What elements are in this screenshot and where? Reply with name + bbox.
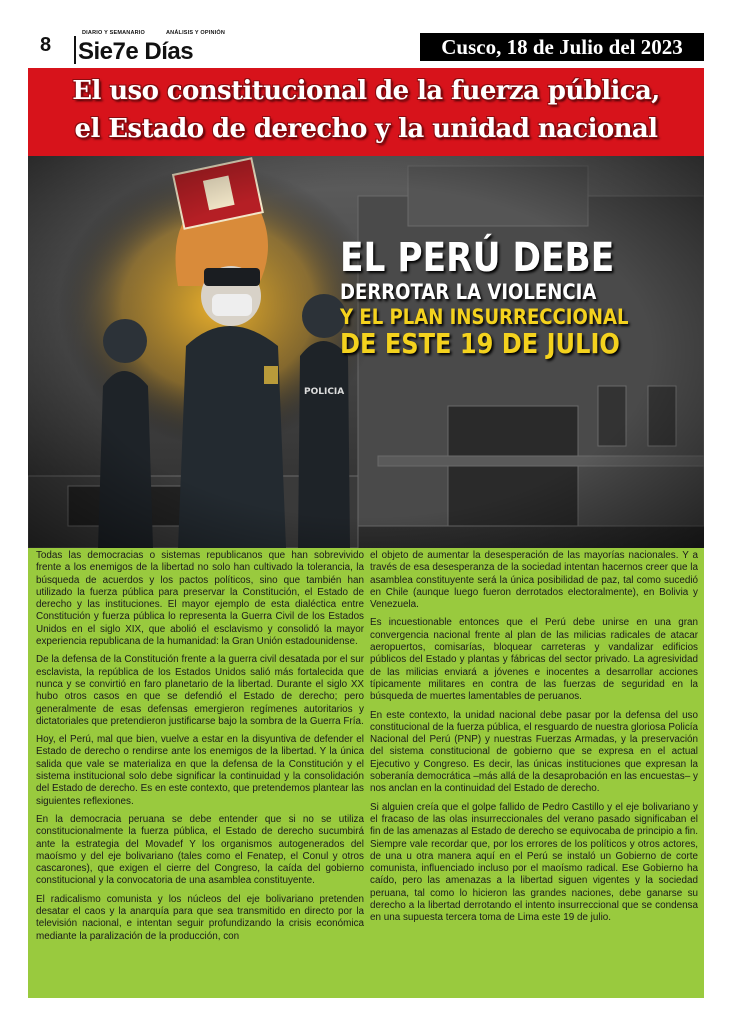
logo-tagline-left: DIARIO Y SEMANARIO [82,30,145,36]
photo-headline-line-1: EL PERÚ DEBE [340,235,615,281]
lead-photo [28,156,704,548]
page-number: 8 [40,34,52,56]
paragraph: De la defensa de la Constitución frente a la guerra civil desatada por el sur esclavista, la república de los Estados Unidos salió más fortalecida que nunca y se convirtió en faro planetario de la libertad. Durante el siglo XX hubo otros casos en que se defendió el Estado de derecho; pero generalmente de esas defensas emergieron regímenes autoritarios y dictatoriales que pretendieron justificarse bajo la sombra de la Guerra Fría. [36,654,364,727]
paragraph: Es incuestionable entonces que el Perú debe unirse en una gran convergencia nacional frente al plan de las milicias radicales de atacar aeropuertos, comisarías, bloquear carreteras y vandalizar edificios públicos del Estado y plantas y fábricas del sector privado. La agresividad de las milicias enviará a jóvenes e inocentes a desarrollar acciones típicamente militares en contra de las fuerzas de seguridad en la búsqueda de muertes lamentables de peruanos. [370,617,698,703]
photo-headline-line-4: DE ESTE 19 DE JULIO [340,327,620,360]
article-title-band [28,68,704,156]
paragraph: Si alguien creía que el golpe fallido de Pedro Castillo y el eje bolivariano y el fracaso de las olas insurreccionales del verano pasado significaban el fin de las amenazas al Estado de derecho se equivocaba de principio a fin. Siempre vale recordar que, por los errores de los políticos y otros actores, de una u otra manera aquí en el Perú se instaló un Gobierno de corte comunista, influenciado incluso por el maoísmo radical. Ese Gobierno ha caído, pero las amenazas a la libertad siguen vigentes y la sociedad peruana, tal como lo hicieron las grandes naciones, debe ganarse su derecho a la libertad derrotando el intento insurreccional que se condensa en una supuesta tercera toma de Lima este 19 de julio. [370,801,698,924]
logo-divider [74,36,76,64]
logo-wordmark: Sie7e Días [78,38,194,65]
photo-headline-line-3: Y EL PLAN INSURRECCIONAL [340,305,629,329]
paragraph: En la democracia peruana se debe entender que si no se utiliza constitucionalmente la fuerza pública, el Estado de derecho sucumbirá ante la estrategia del Movadef Y los organismos autogenerados del maoísmo y del eje bolivariano (tales como el Fenatep, el Conul y otros cascarones), que exigen el cierre del Congreso, la caída del gobierno constitucional y la convocatoria de una asamblea constituyente. [36,813,364,887]
dateline: Cusco, 18 de Julio del 2023 [420,33,704,61]
article-title-line-2: el Estado de derecho y la unidad nacional [74,114,658,144]
photo-headline-line-2: DERROTAR LA VIOLENCIA [340,280,597,304]
article-column-left [36,550,364,949]
paragraph: Hoy, el Perú, mal que bien, vuelve a estar en la disyuntiva de defender el Estado de derecho o rendirse ante los enemigos de la libertad. Y la única salida que vale se materializa en que la defensa de la Constitución y el sistema institucional solo debe significar la continuidad y la consolidación del Estado de derecho. Es en este contexto, que pretendemos plantear las siguientes reflexiones. [36,734,364,807]
article-column-right [370,550,698,931]
paragraph: El radicalismo comunista y los núcleos del eje bolivariano pretenden desatar el caos y la anarquía para que sea transmitido en directo por la televisión nacional, e intentan seguir profundizando la crisis económica mediante la paralización de la producción, con [36,893,364,942]
logo-tagline-right: ANÁLISIS Y OPINIÓN [166,30,226,36]
page-header [0,0,732,66]
paragraph: En este contexto, la unidad nacional debe pasar por la defensa del uso constitucional de la fuerza pública, el resguardo de nuestra gloriosa Policía Nacional del Perú (PNP) y nuestras Fuerzas Armadas, y la preservación del sistema constitucional de gobierno que se expresa en el actual Ejecutivo y Congreso. Es decir, las únicas instituciones que expresan la soberanía democrática –más allá de la desaprobación en las encuestas– y nos anclan en la continuidad del Estado de derecho. [370,709,698,795]
article-title-line-1: El uso constitucional de la fuerza pública, [72,76,660,106]
article-body [28,548,704,998]
paragraph: el objeto de aumentar la desesperación de las mayorías nacionales. Y a través de esa desesperanza de la sociedad intentan hacernos creer que la asamblea constituyente será la única posibilidad de paz, tal como sucedió en Chile (aunque luego fueron derrotados electoralmente), en Bolivia y Venezuela. [370,550,698,611]
paragraph: Todas las democracias o sistemas republicanos que han sobrevivido frente a los enemigos de la libertad no solo han cultivado la tolerancia, la búsqueda de acuerdos y los pactos políticos, sino que también han utilizado la fuerza pública para preservar la Constitución, el Estado de derecho y las instituciones. El mayor ejemplo de esta dialéctica entre Constitución y fuerza pública lo representa la Guerra Civil de los Estados Unidos en el siglo XIX, que abolió el esclavismo y consolidó la mayor experiencia republicana de la humanidad: la Gran Unión estadounidense. [36,550,364,648]
photo-headline [340,235,670,360]
newspaper-logo [70,30,230,64]
